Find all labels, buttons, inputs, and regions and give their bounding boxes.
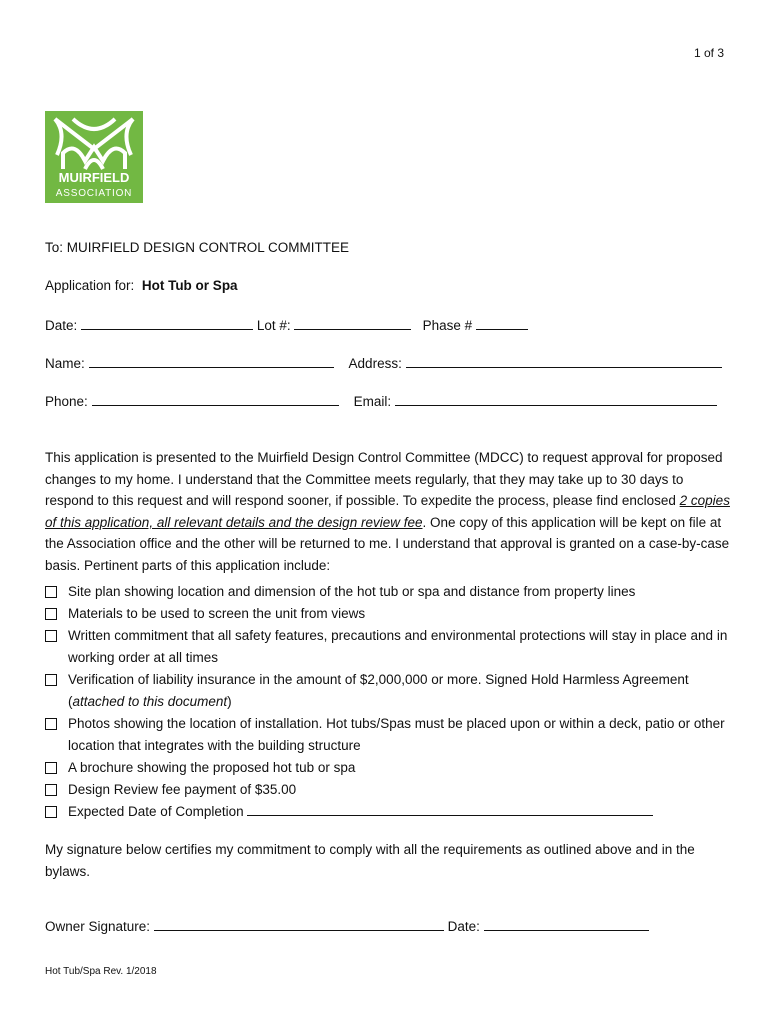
completion-date-field[interactable] xyxy=(247,802,653,816)
checkbox[interactable] xyxy=(45,718,57,730)
date-label: Date: xyxy=(45,318,78,333)
application-for-value: Hot Tub or Spa xyxy=(141,278,238,293)
owner-signature-field[interactable] xyxy=(154,917,444,931)
checkbox[interactable] xyxy=(45,630,57,642)
checkbox[interactable] xyxy=(45,762,57,774)
name-field[interactable] xyxy=(89,354,334,368)
application-for-label: Application for: xyxy=(45,278,135,293)
checkbox[interactable] xyxy=(45,806,57,818)
checklist-text: Verification of liability insurance in the amount of $2,000,000 or more. Signed Hold Harmless Agreement (attached to this document) xyxy=(68,672,689,709)
certify-paragraph: My signature below certifies my commitment to comply with all the requirements as outlined above and in the bylaws. xyxy=(45,842,695,879)
signature-row xyxy=(45,917,649,934)
logo-line2: ASSOCIATION xyxy=(55,188,133,199)
intro-text-2: . One copy of this application will be kept on file at the Association office and the other will be returned to me. I understand that approval is granted on a case-by-case basis. Pertinent parts of this application include: xyxy=(45,514,730,573)
intro-paragraph xyxy=(45,447,730,576)
checklist-item xyxy=(45,713,735,757)
checklist-item xyxy=(45,757,735,779)
intro-text-1: This application is presented to the Muirfield Design Control Committee (MDCC) to request approval for proposed changes to my home. I understand that the Committee meets regularly, that they may take up to 30 days to respond to this request and will respond sooner, if possible. To expedite the process, please find enclosed xyxy=(45,450,723,508)
checklist-text: Design Review fee payment of $35.00 xyxy=(68,782,297,797)
checklist-item xyxy=(45,669,735,713)
checkbox[interactable] xyxy=(45,586,57,598)
phase-field[interactable] xyxy=(476,316,528,330)
name-label: Name: xyxy=(45,356,85,371)
checklist-text: Materials to be used to screen the unit from views xyxy=(68,606,366,621)
lot-label: Lot #: xyxy=(256,318,291,333)
checklist-text: Expected Date of Completion xyxy=(68,801,735,823)
phone-field[interactable] xyxy=(92,392,339,406)
name-address-row xyxy=(45,354,722,371)
application-for xyxy=(45,278,238,293)
phone-label: Phone: xyxy=(45,394,88,409)
checkbox[interactable] xyxy=(45,784,57,796)
footer-revision: Hot Tub/Spa Rev. 1/2018 xyxy=(45,966,157,977)
phone-email-row xyxy=(45,392,717,409)
checklist-text: Photos showing the location of installation. Hot tubs/Spas must be placed upon or within a deck, patio or other location that integrates with the building structure xyxy=(68,716,725,753)
checklist-item xyxy=(45,801,735,823)
date-field[interactable] xyxy=(81,316,253,330)
checklist-text: Site plan showing location and dimension of the hot tub or spa and distance from property lines xyxy=(68,584,636,599)
address-field[interactable] xyxy=(406,354,722,368)
logo-line1: MUIRFIELD xyxy=(58,170,130,185)
email-field[interactable] xyxy=(395,392,717,406)
page-number: 1 of 3 xyxy=(693,46,724,60)
attached-note: attached to this document xyxy=(72,694,228,709)
date-lot-phase-row xyxy=(45,316,528,333)
muirfield-logo xyxy=(45,111,143,203)
signature-date-field[interactable] xyxy=(484,917,649,931)
checklist-text: A brochure showing the proposed hot tub or spa xyxy=(68,760,356,775)
signature-date-label: Date: xyxy=(447,919,480,934)
checklist-item xyxy=(45,603,735,625)
checklist-item xyxy=(45,625,735,669)
checklist-item xyxy=(45,581,735,603)
checkbox[interactable] xyxy=(45,608,57,620)
owner-signature-label: Owner Signature: xyxy=(45,919,151,934)
to-line: To: MUIRFIELD DESIGN CONTROL COMMITTEE xyxy=(45,240,350,255)
intro-emphasis: 2 copies of this application, all relevant details and the design review fee xyxy=(45,493,730,530)
checklist-item xyxy=(45,779,735,801)
checkbox[interactable] xyxy=(45,674,57,686)
checklist-text: Written commitment that all safety features, precautions and environmental protections will stay in place and in working order at all times xyxy=(68,628,728,665)
phase-label: Phase # xyxy=(422,318,473,333)
email-label: Email: xyxy=(353,394,392,409)
address-label: Address: xyxy=(348,356,402,371)
lot-field[interactable] xyxy=(294,316,411,330)
